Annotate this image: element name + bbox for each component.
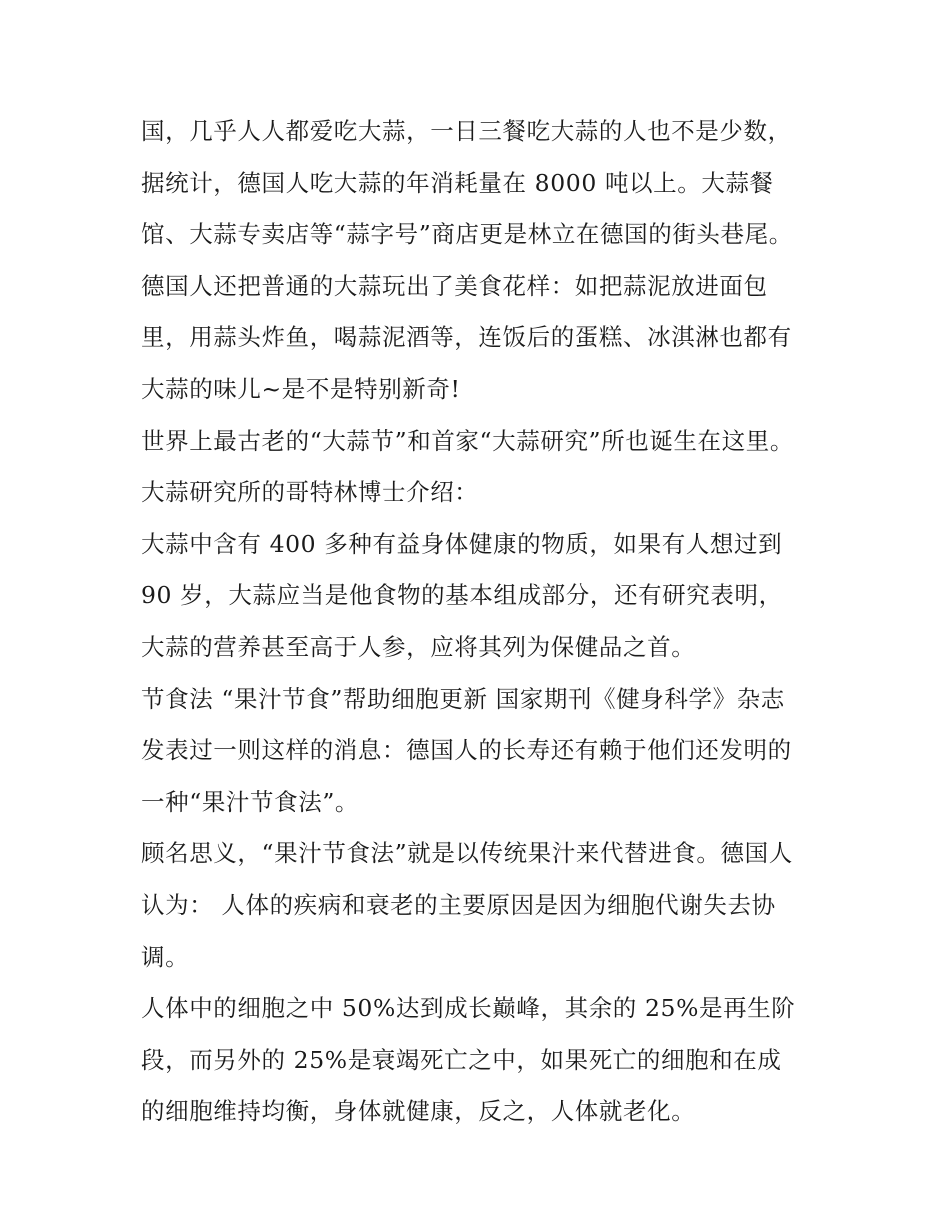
text-line: 德国人还把普通的大蒜玩出了美食花样：如把蒜泥放进面包 (141, 271, 768, 300)
text-line: 世界上最古老的“大蒜节”和首家“大蒜研究”所也诞生在这里。 (141, 426, 794, 455)
text-line: 大蒜的营养甚至高于人参，应将其列为保健品之首。 (141, 632, 696, 661)
text-line: 国，几乎人人都爱吃大蒜，一日三餐吃大蒜的人也不是少数， (141, 117, 792, 145)
text-line: 人体中的细胞之中 50%达到成长巅峰，其余的 25%是再生阶 (141, 994, 796, 1023)
body-text (141, 106, 821, 1138)
text-line: 馆、大蒜专卖店等“蒜字号”商店更是林立在德国的街头巷尾。 (141, 220, 793, 249)
text-line: 节食法 “果汁节食”帮助细胞更新 国家期刊《健身科学》杂志 (141, 684, 785, 713)
text-line: 一种“果汁节食法”。 (141, 787, 360, 816)
text-line: 90 岁，大蒜应当是他食物的基本组成部分，还有研究表明， (141, 581, 783, 610)
text-line: 调。 (141, 942, 190, 971)
text-line: 大蒜中含有 400 多种有益身体健康的物质，如果有人想过到 (141, 529, 783, 558)
text-line: 的细胞维持均衡，身体就健康，反之，人体就老化。 (141, 1097, 696, 1126)
text-line: 认为： 人体的疾病和衰老的主要原因是因为细胞代谢失去协 (141, 890, 776, 919)
text-line: 段，而另外的 25%是衰竭死亡之中，如果死亡的细胞和在成 (141, 1045, 782, 1074)
text-line: 发表过一则这样的消息：德国人的长寿还有赖于他们还发明的 (141, 736, 792, 765)
text-line: 大蒜研究所的哥特林博士介绍： (141, 478, 479, 507)
text-line: 里，用蒜头炸鱼，喝蒜泥酒等，连饭后的蛋糕、冰淇淋也都有 (141, 323, 792, 352)
text-line: 据统计，德国人吃大蒜的年消耗量在 8000 吨以上。大蒜餐 (141, 168, 774, 197)
text-line: 顾名思义，“果汁节食法”就是以传统果汁来代替进食。德国人 (141, 839, 793, 868)
text-line: 大蒜的味儿~是不是特别新奇! (141, 374, 461, 403)
